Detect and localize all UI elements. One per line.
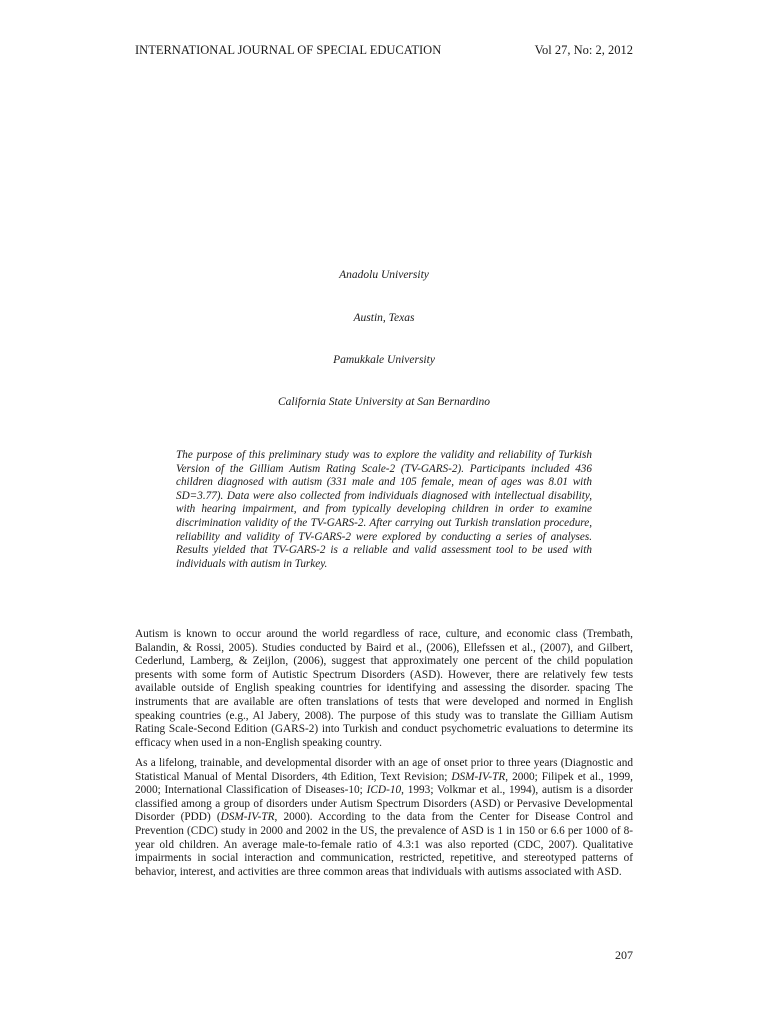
paragraph-text: , 2000). According to the data from the Center for Disease Control and Prevention (CDC) study in 2000 and 2002 in the US, the prevalence of ASD is 1 in 150 or 6.6 per 1000 of 8-year old children. An average male-to-female ratio of 4.3:1 was also reported (CDC, 2007). Qualitative impairments in social interaction and communication, restricted, repetitive, and stereotyped patterns of behavior, interest, and activities are three common areas that individuals with autisms associated with ASD.: [135, 811, 633, 878]
citation-italic: DSM-IV-TR: [451, 770, 506, 783]
citation-italic: DSM-IV-TR: [220, 811, 275, 824]
body-paragraph-1: Autism is known to occur around the world regardless of race, culture, and economic class (Trembath, Balandin, & Rossi, 2005). Studies conducted by Baird et al., (2006), Ellefssen et al., (2007), and Gilbert, Cederlund, Lamberg, & Zeijlon, (2006), suggest that approximately one percent of the child population presents with some form of Autistic Spectrum Disorders (ASD). However, there are relatively few tests available outside of English speaking countries for identifying and assessing the disorder. spacing The instruments that are available are often translations of tests that were developed and normed in English speaking countries (e.g., Al Jabery, 2008). The purpose of this study was to translate the Gilliam Autism Rating Scale-Second Edition (GARS-2) into Turkish and conduct psychometric evaluations to determine its efficacy when used in a non-English speaking country.: [135, 628, 633, 749]
paragraph-text: , 2000; Filipek et al., 1999, 2000; International Classification of Diseases-10;: [135, 770, 633, 797]
affiliation-2: Austin, Texas: [353, 312, 415, 324]
affiliation-3: Pamukkale University: [333, 354, 435, 366]
volume-info: Vol 27, No: 2, 2012: [534, 43, 633, 57]
journal-title: INTERNATIONAL JOURNAL OF SPECIAL EDUCATION: [135, 43, 442, 57]
paragraph-text: As a lifelong, trainable, and developmental disorder with an age of onset prior to three years (Diagnostic and Statistical Manual of Mental Disorders, 4th Edition, Text Revision;: [135, 757, 633, 783]
citation-italic: ICD-10: [366, 784, 402, 797]
body-paragraph-2: [135, 757, 633, 879]
abstract: The purpose of this preliminary study was to explore the validity and reliability of Turkish Version of the Gilliam Autism Rating Scale-2 (TV-GARS-2). Participants included 436 children diagnosed with autism (331 male and 105 female, mean of ages was 8.01 with SD=3.77). Data were also collected from individuals diagnosed with intellectual disability, with hearing impairment, and from typically developing children in order to examine discrimination validity of the TV-GARS-2. After carrying out Turkish translation procedure, reliability and validity of TV-GARS-2 were explored by conducting a series of analyses. Results yielded that TV-GARS-2 is a reliable and valid assessment tool to be used with individuals with autism in Turkey.: [176, 449, 592, 570]
affiliation-4: California State University at San Bernardino: [278, 396, 490, 408]
affiliation-1: Anadolu University: [339, 269, 429, 281]
page-number: 207: [615, 948, 633, 962]
paragraph-text: , 1993; Volkmar et al., 1994), autism is a disorder classified among a group of disorders under Autism Spectrum Disorders (ASD) or Pervasive Developmental Disorder (PDD) (: [135, 784, 634, 824]
